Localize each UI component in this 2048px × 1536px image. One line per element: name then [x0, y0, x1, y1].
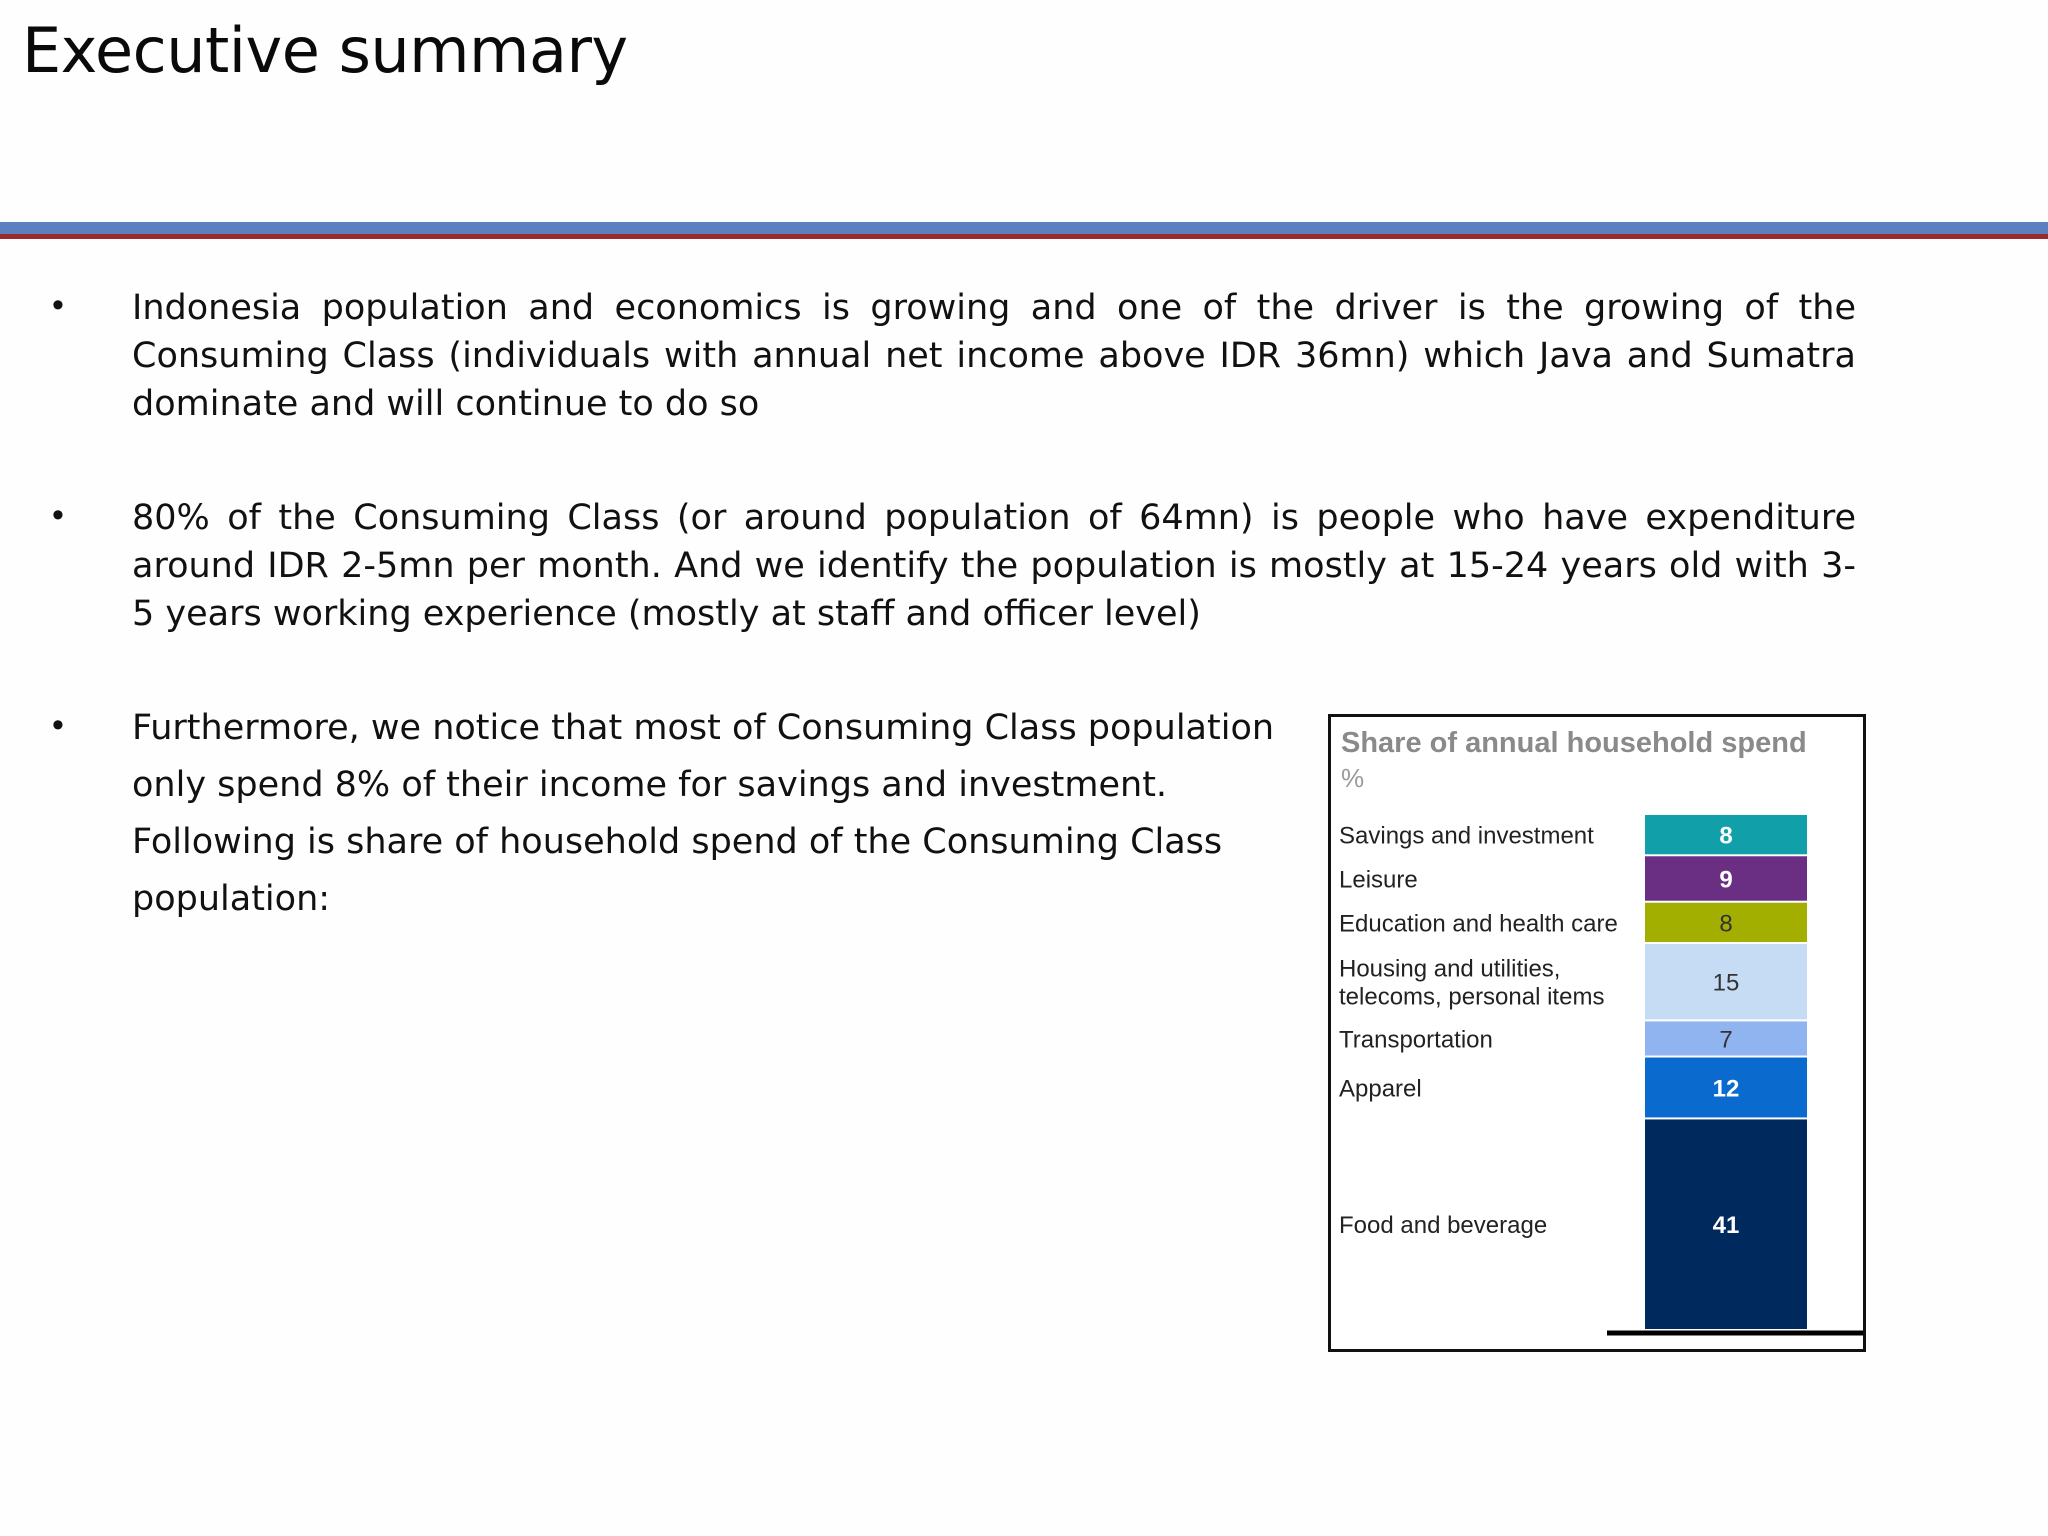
chart-unit: % — [1341, 763, 1365, 793]
data-label: 15 — [1712, 969, 1740, 997]
category-label: Leisure — [1339, 866, 1418, 894]
data-label: 9 — [1719, 866, 1733, 894]
header-rule-red — [0, 234, 2048, 239]
data-label: 8 — [1719, 910, 1733, 938]
slide-title: Executive summary — [22, 14, 628, 87]
data-label: 8 — [1719, 822, 1733, 850]
bullet-marker: • — [52, 706, 64, 744]
header-rule-blue — [0, 222, 2048, 234]
chart-title: Share of annual household spend — [1341, 727, 1807, 759]
chart-plot — [1331, 717, 1863, 1349]
category-label: telecoms, personal items — [1339, 983, 1605, 1011]
bullet-marker: • — [52, 286, 64, 324]
data-label: 7 — [1719, 1026, 1733, 1054]
category-label: Food and beverage — [1339, 1212, 1548, 1240]
category-label: Savings and investment — [1339, 822, 1594, 850]
category-label: Education and health care — [1339, 910, 1618, 938]
bullet-text-2: 80% of the Consuming Class (or around population of 64mn) is people who have expenditure around IDR 2-5mn per month. And we identify the population is mostly at 15-24 years old with 3-5 years working experience (mostly at staff and officer level) — [132, 498, 1856, 634]
category-label: Transportation — [1339, 1026, 1493, 1054]
bullet-text-1: Indonesia population and economics is growing and one of the driver is the growing of the Consuming Class (individuals with annual net income above IDR 36mn) which Java and Sumatra dominate and will continue to do so — [132, 288, 1856, 424]
bullet-text-3: Furthermore, we notice that most of Consuming Class population only spend 8% of their income for savings and investment. Following is share of household spend of the Consuming Class population: — [132, 708, 1275, 919]
household-spend-chart — [1328, 714, 1866, 1352]
data-label: 41 — [1712, 1212, 1740, 1240]
data-label: 12 — [1712, 1075, 1740, 1103]
bullet-marker: • — [52, 496, 64, 534]
category-label: Housing and utilities, — [1339, 955, 1561, 983]
category-label: Apparel — [1339, 1075, 1422, 1103]
